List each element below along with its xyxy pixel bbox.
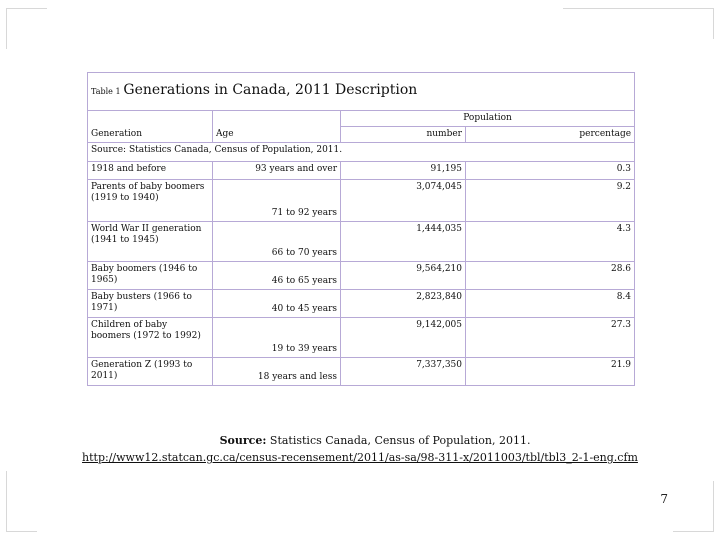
cell-number: 3,074,045 <box>341 180 466 222</box>
cell-percentage: 28.6 <box>466 262 635 290</box>
decorative-corner <box>673 481 714 532</box>
cell-generation: Children of baby boomers (1972 to 1992) <box>88 318 213 358</box>
cell-generation: World War II generation (1941 to 1945) <box>88 222 213 262</box>
cell-generation: Parents of baby boomers (1919 to 1940) <box>88 180 213 222</box>
cell-age: 18 years and less <box>213 358 341 386</box>
decorative-corner <box>6 471 37 532</box>
table-row <box>88 318 635 358</box>
cell-percentage: 9.2 <box>466 180 635 222</box>
table-source-row <box>88 143 635 162</box>
cell-age: 71 to 92 years <box>213 180 341 222</box>
cell-number: 9,564,210 <box>341 262 466 290</box>
cell-percentage: 0.3 <box>466 162 635 180</box>
cell-age: 46 to 65 years <box>213 262 341 290</box>
source-label: Source: <box>219 434 267 447</box>
table-row <box>88 358 635 386</box>
cell-percentage: 27.3 <box>466 318 635 358</box>
decorative-corner <box>6 8 47 49</box>
cell-number: 91,195 <box>341 162 466 180</box>
table-row <box>88 262 635 290</box>
cell-generation: Baby busters (1966 to 1971) <box>88 290 213 318</box>
table-source-note: Source: Statistics Canada, Census of Population, 2011. <box>88 143 635 162</box>
table-row <box>88 180 635 222</box>
page-number: 7 <box>660 492 668 506</box>
source-citation <box>0 434 720 465</box>
cell-age: 40 to 45 years <box>213 290 341 318</box>
header-population: Population <box>341 111 635 127</box>
cell-percentage: 4.3 <box>466 222 635 262</box>
cell-percentage: 8.4 <box>466 290 635 318</box>
cell-number: 9,142,005 <box>341 318 466 358</box>
table-row <box>88 162 635 180</box>
source-link[interactable]: http://www12.statcan.gc.ca/census-recensement/2011/as-sa/98-311-x/2011003/tbl/tbl3_2-1-eng.cfm <box>82 451 638 464</box>
cell-age: 19 to 39 years <box>213 318 341 358</box>
cell-number: 1,444,035 <box>341 222 466 262</box>
table-caption <box>88 73 635 111</box>
cell-age: 66 to 70 years <box>213 222 341 262</box>
source-line <box>0 434 720 448</box>
decorative-corner <box>563 8 714 39</box>
table-header-row-1 <box>88 111 635 127</box>
header-number: number <box>341 127 466 143</box>
header-age: Age <box>213 111 341 143</box>
cell-generation: Baby boomers (1946 to 1965) <box>88 262 213 290</box>
cell-percentage: 21.9 <box>466 358 635 386</box>
cell-number: 7,337,350 <box>341 358 466 386</box>
table-caption-title: Generations in Canada, 2011 Description <box>123 82 418 98</box>
table-row <box>88 222 635 262</box>
cell-generation: 1918 and before <box>88 162 213 180</box>
generations-table <box>87 72 635 386</box>
cell-number: 2,823,840 <box>341 290 466 318</box>
header-generation: Generation <box>88 111 213 143</box>
table-caption-label: Table 1 <box>91 87 121 96</box>
table-caption-row <box>88 73 635 111</box>
header-percentage: percentage <box>466 127 635 143</box>
cell-generation: Generation Z (1993 to 2011) <box>88 358 213 386</box>
table-row <box>88 290 635 318</box>
source-text: Statistics Canada, Census of Population, 2011. <box>269 434 531 447</box>
cell-age: 93 years and over <box>213 162 341 180</box>
